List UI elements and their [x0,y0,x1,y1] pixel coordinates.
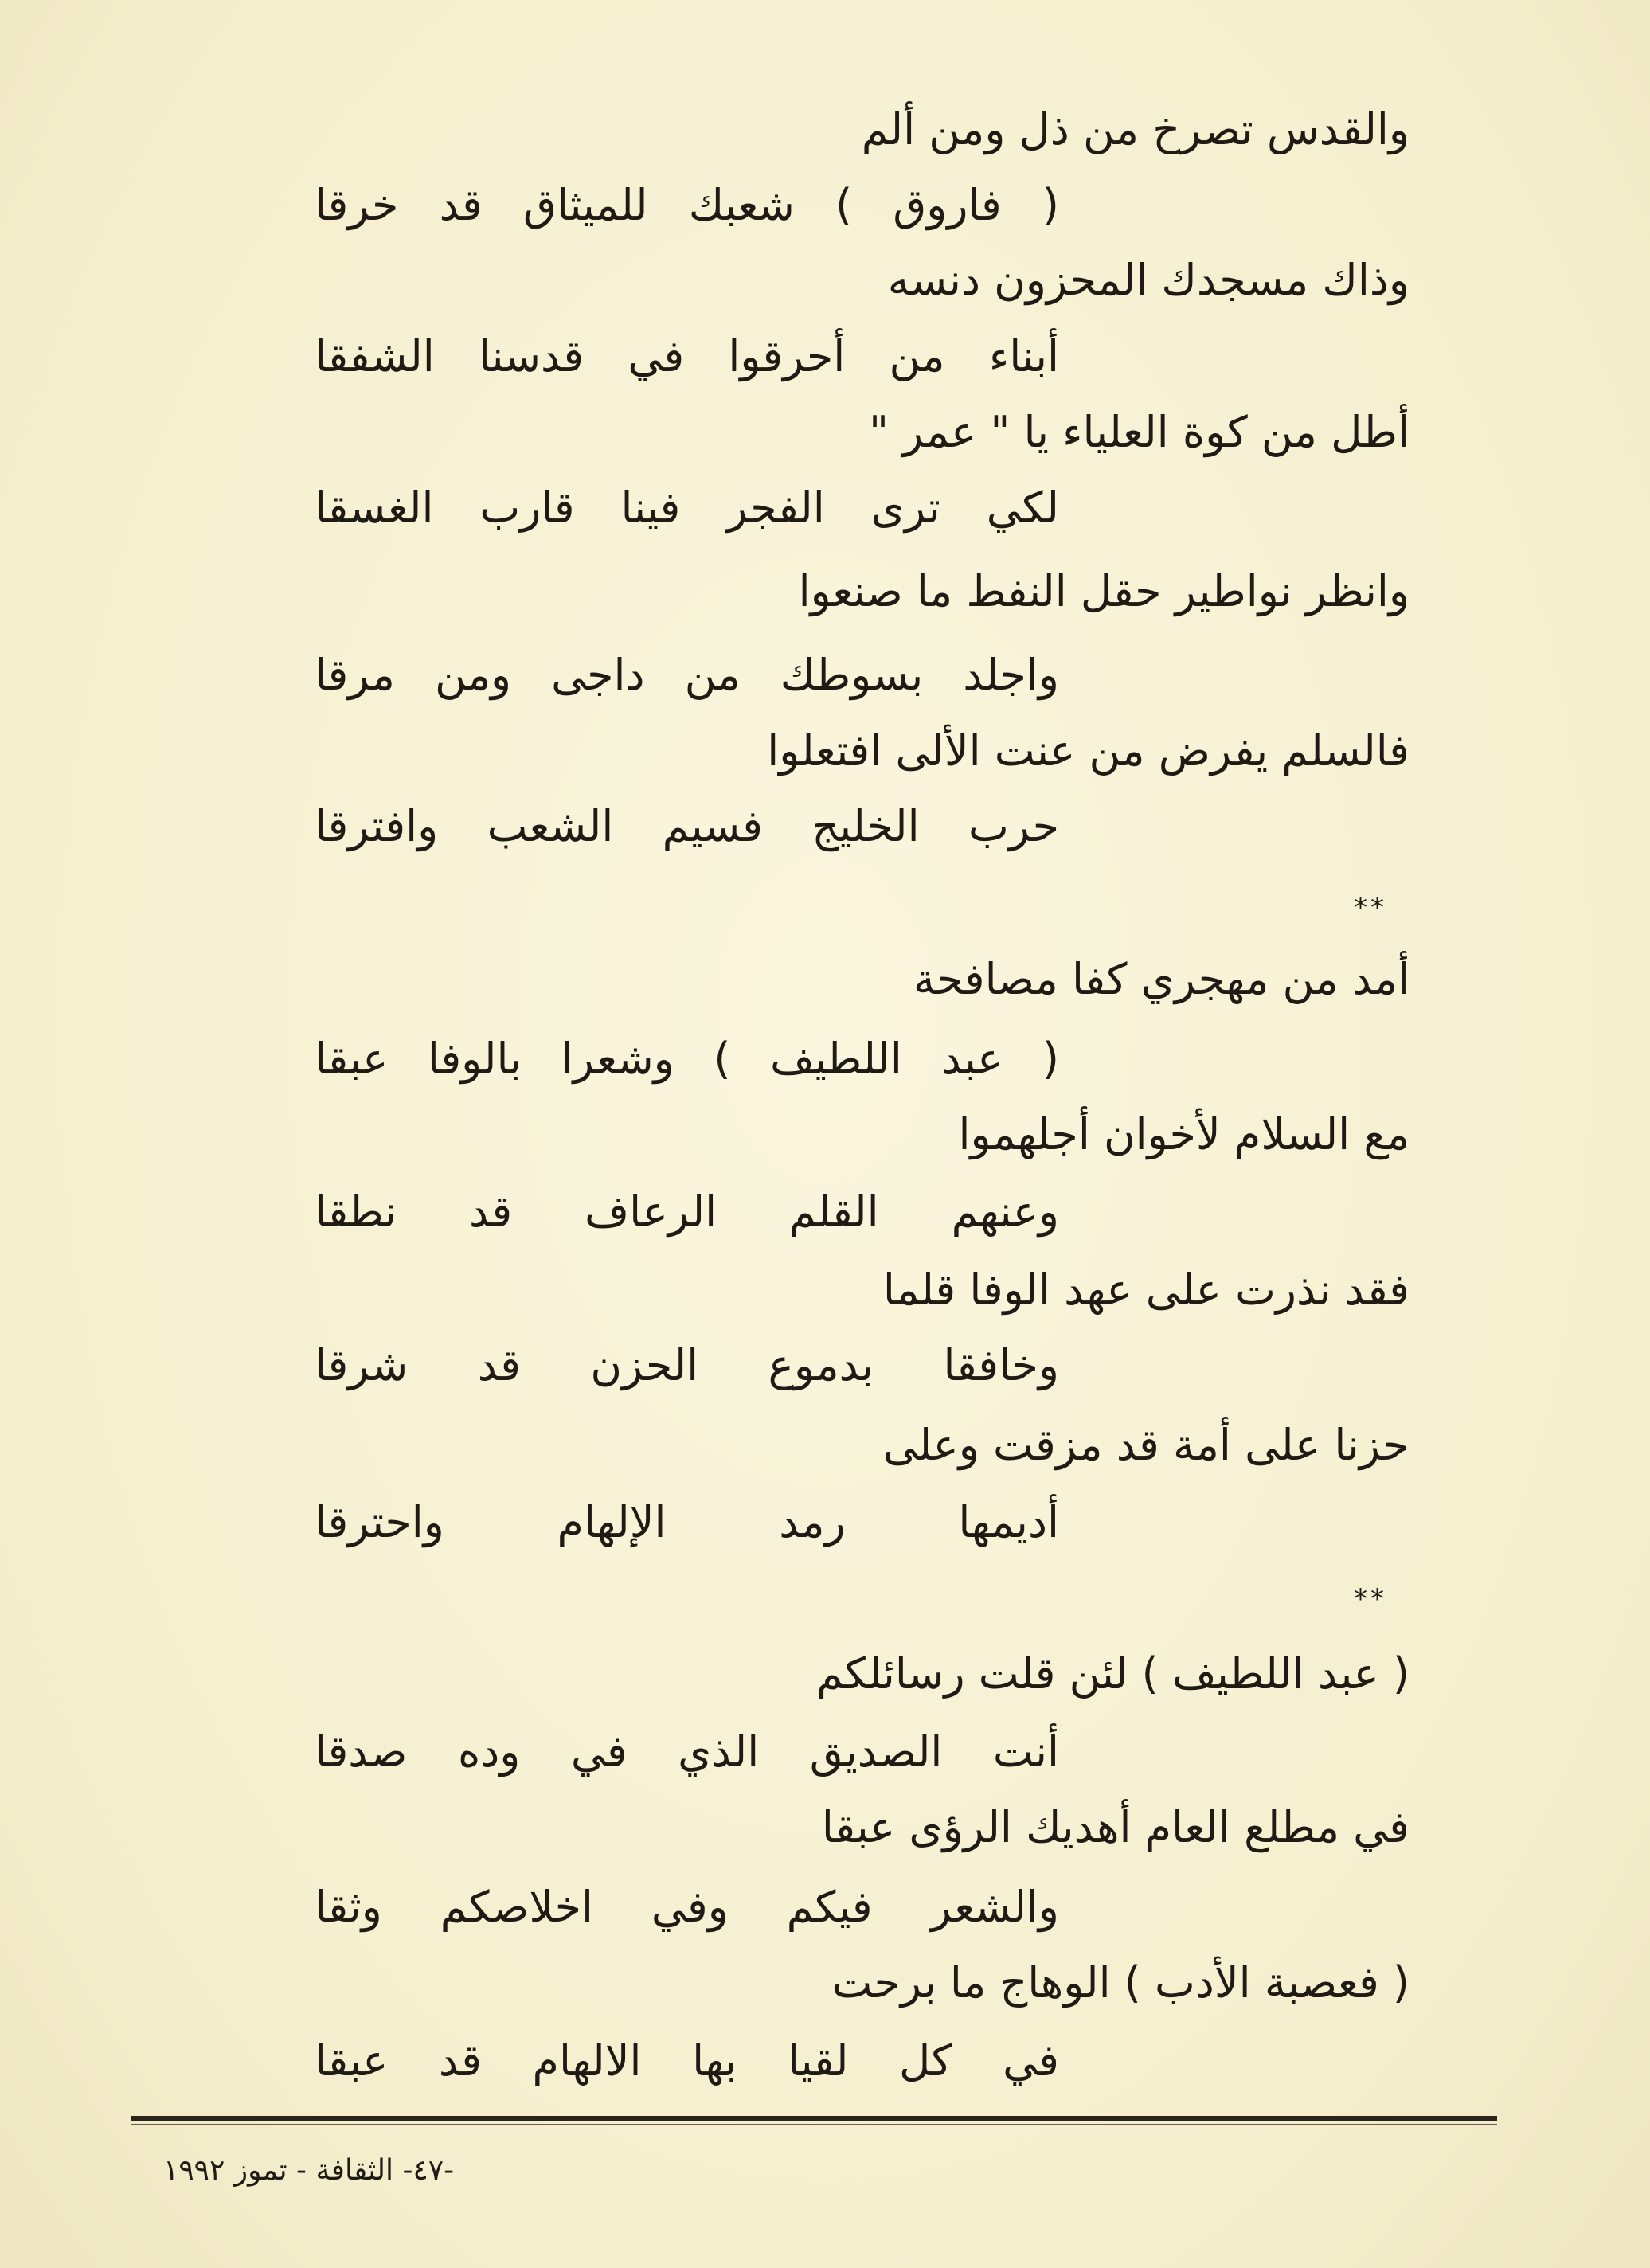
verse-line: أنت الصديق الذي في وده صدقا [315,1726,1059,1777]
verse-line: ( فعصبة الأدب ) الوهاج ما برحت [831,1957,1410,2008]
verse-line: حرب الخليج فسيم الشعب وافترقا [315,801,1059,851]
footer-divider [131,2124,1497,2125]
footer-divider [131,2116,1497,2121]
section-separator: ** [1354,892,1387,924]
verse-line: ( عبد اللطيف ) لئن قلت رسائلكم [816,1648,1410,1699]
verse-line: لكي ترى الفجر فينا قارب الغسقا [315,483,1059,533]
verse-line: وذاك مسجدك المحزون دنسه [887,255,1410,305]
verse-line: فقد نذرت على عهد الوفا قلما [882,1265,1410,1315]
verse-line: مع السلام لأخوان أجلهموا [958,1109,1410,1159]
verse-line: أمد من مهجري كفا مصافحة [913,954,1410,1004]
verse-line: وانظر نواطير حقل النفط ما صنعوا [798,566,1410,616]
verse-line: أطل من كوة العلياء يا " عمر " [869,407,1410,457]
verse-line: وخافقا بدموع الحزن قد شرقا [315,1340,1059,1390]
section-separator: ** [1354,1583,1387,1615]
verse-line: في مطلع العام أهديك الرؤى عبقا [821,1802,1410,1852]
verse-line: حزنا على أمة قد مزقت وعلى [882,1420,1410,1470]
page-footer: -٤٧- الثقافة - تموز ١٩٩٢ [163,2154,455,2187]
verse-line: واجلد بسوطك من داجى ومن مرقا [315,650,1059,700]
verse-line: والقدس تصرخ من ذل ومن ألم [861,104,1410,154]
verse-line: في كل لقيا بها الالهام قد عبقا [315,2035,1059,2086]
verse-line: فالسلم يفرض من عنت الألى افتعلوا [767,725,1410,776]
verse-line: أبناء من أحرقوا في قدسنا الشفقا [315,331,1059,381]
verse-line: والشعر فيكم وفي اخلاصكم وثقا [315,1882,1059,1932]
verse-line: ( فاروق ) شعبك للميثاق قد خرقا [315,180,1059,230]
verse-line: ( عبد اللطيف ) وشعرا بالوفا عبقا [315,1034,1059,1084]
verse-line: أديمها رمد الإلهام واحترقا [315,1497,1059,1547]
verse-line: وعنهم القلم الرعاف قد نطقا [315,1187,1059,1237]
